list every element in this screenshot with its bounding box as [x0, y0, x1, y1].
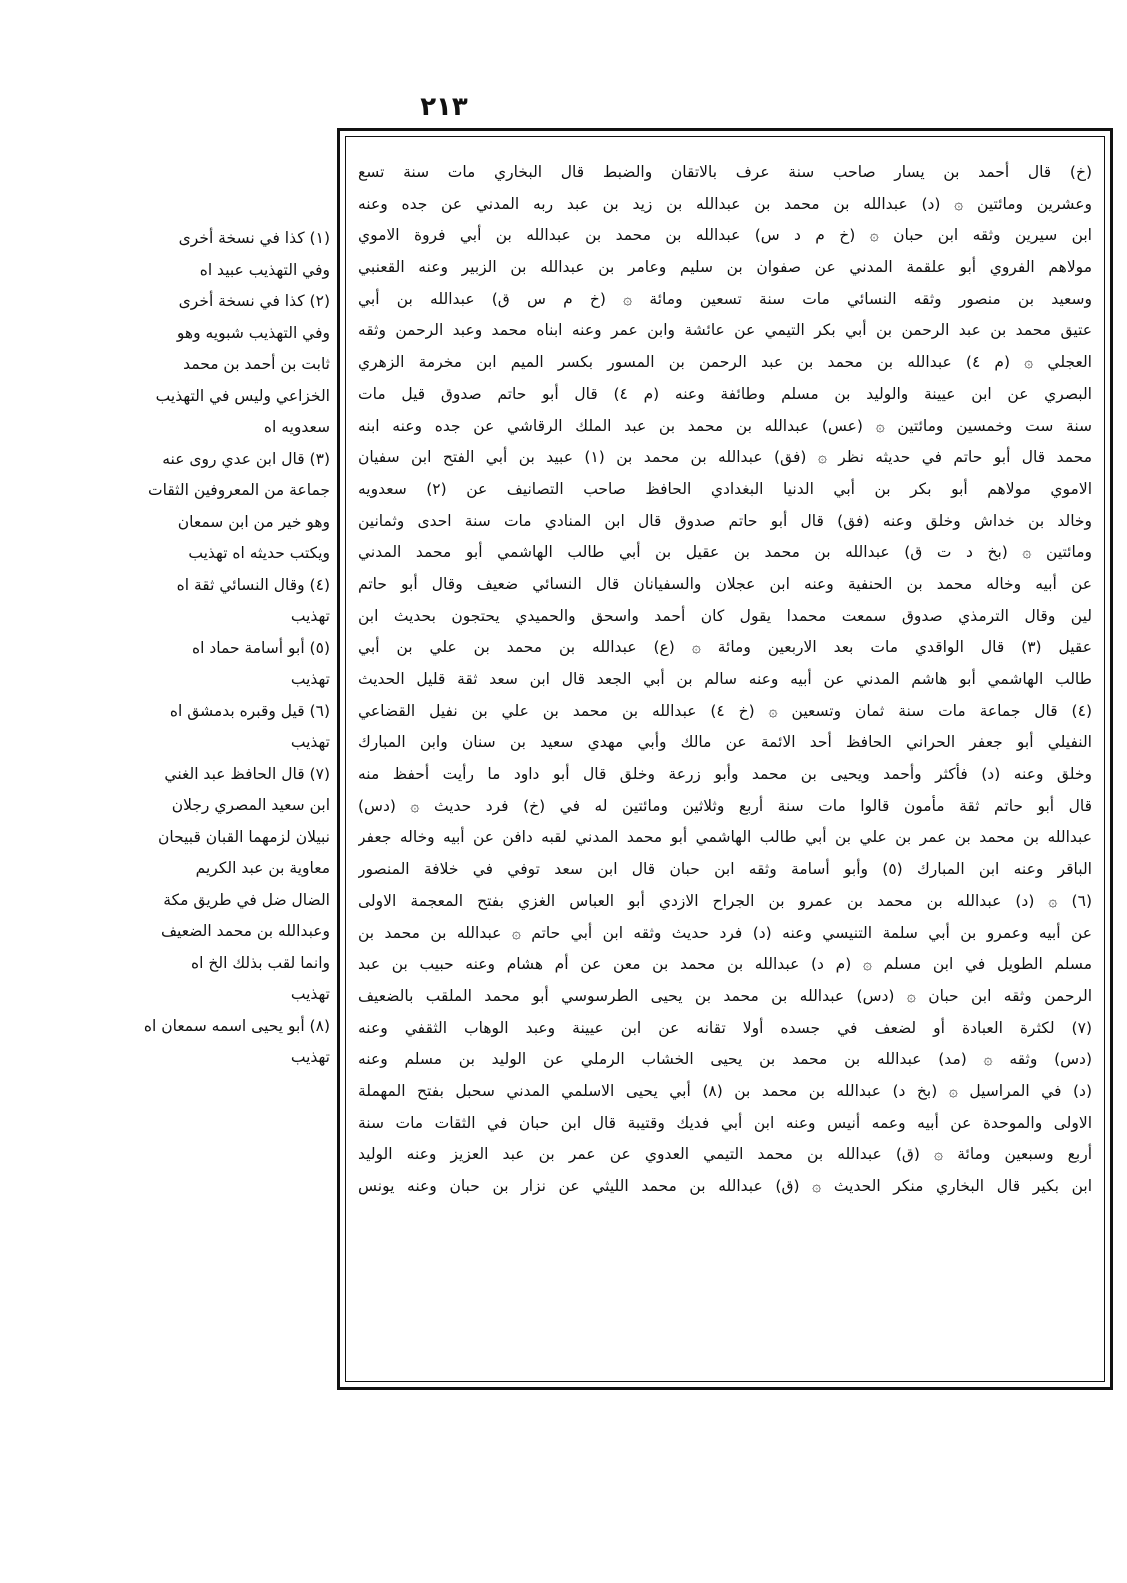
- footnote-line: (٣) قال ابن عدي روى عنه: [162, 449, 330, 468]
- footnote-line: جماعة من المعروفين الثقات: [148, 481, 330, 499]
- footnote-line: وفي التهذيب شبويه وهو: [176, 323, 330, 342]
- footnote-line: تهذيب: [290, 1048, 330, 1066]
- footnote-line: الضال ضل في طريق مكة: [163, 890, 330, 909]
- main-text-line: العجلي ۞ (م ٤) عبدالله بن محمد بن عبد الرحمن بن المسور بكسر الميم ابن مخرمة الزهري: [358, 353, 1092, 372]
- footnote-line: (٢) كذا في نسخة أخرى: [178, 292, 330, 310]
- main-text-line: ومائتين ۞ (بخ د ت ق) عبدالله بن محمد بن عقيل بن أبي طالب الهاشمي أبو محمد المدني: [358, 543, 1092, 562]
- main-text-frame: [337, 128, 1113, 1390]
- footnote-line: (١) كذا في نسخة أخرى: [178, 229, 330, 247]
- footnote-line: تهذيب: [290, 985, 330, 1003]
- footnote-line: تهذيب: [290, 733, 330, 751]
- page-number: ٢١٣: [420, 92, 468, 122]
- footnote-line: تهذيب: [290, 670, 330, 688]
- main-text-line: وسعيد بن منصور وثقه النسائي مات سنة تسعين ومائة ۞ (خ م س ق) عبدالله بن أبي: [358, 289, 1092, 308]
- main-text-line: الاولى والموحدة عن أبيه وعمه أنيس وعنه ابن أبي فديك وقتيبة قال ابن حبان في الثقات مات سنة: [358, 1113, 1092, 1132]
- main-text-line: محمد قال أبو حاتم في حديثه نظر ۞ (فق) عبدالله بن محمد بن (١) عبيد بن أبي الفتح ابن سفيان: [358, 448, 1092, 467]
- main-text-line: الباقر وعنه ابن المبارك (٥) وأبو أسامة وثقه ابن حبان قال ابن سعد توفي في خلافة المنصور: [358, 860, 1092, 879]
- footnote-line: (٥) أبو أسامة حماد اه: [192, 638, 330, 657]
- main-text-line: البصري عن ابن عيينة والوليد بن مسلم وطائفة وعنه (م ٤) قال أبو حاتم صدوق قيل مات: [358, 384, 1092, 403]
- main-text-line: (٤) قال جماعة مات سنة ثمان وتسعين ۞ (خ ٤) عبدالله بن محمد بن علي بن نفيل القضاعي: [358, 701, 1092, 720]
- main-text-line: عقيل (٣) قال الواقدي مات بعد الاربعين ومائة ۞ (ع) عبدالله بن محمد بن علي بن أبي: [358, 638, 1092, 657]
- main-text-line: عبدالله بن محمد بن عمر بن علي بن أبي طالب الهاشمي أبو محمد المدني لقبه دافن عن أبيه وخاله جعفر: [358, 828, 1092, 847]
- main-text-line: عتيق محمد بن عبد الرحمن بن أبي بكر التيمي عن عائشة وابن عمر وعنه ابناه محمد وعبد الرحمن وثقه: [358, 321, 1092, 340]
- footnote-line: (٤) وقال النسائي ثقة اه: [176, 575, 330, 594]
- footnote-line: ابن سعيد المصري رجلان: [171, 796, 330, 814]
- main-text-line: وخالد بن خداش وخلق وعنه (فق) قال أبو حاتم صدوق قال ابن المنادي مات سنة احدى وثمانين: [358, 511, 1092, 530]
- main-text-line: طالب الهاشمي أبو هاشم المدني عن أبيه وعنه سالم بن أبي الجعد قال ابن سعد ثقة قليل الحديث: [358, 670, 1092, 688]
- main-text-line: ابن سيرين وثقه ابن حبان ۞ (خ م د س) عبدالله بن محمد بن عبدالله بن أبي فروة الاموي: [358, 226, 1092, 245]
- footnote-line: وفي التهذيب عبيد اه: [199, 260, 330, 279]
- footnote-line: وانما لقب بذلك الخ اه: [191, 953, 330, 972]
- main-text-line: عن أبيه وخاله محمد بن الحنفية وعنه ابن عجلان والسفيانان قال النسائي ضعيف وقال أبو حاتم: [358, 574, 1092, 593]
- footnote-line: سعدويه اه: [263, 418, 330, 436]
- footnote-line: (٦) قيل وقبره بدمشق اه: [169, 701, 330, 720]
- footnote-line: معاوية بن عبد الكريم: [195, 859, 330, 877]
- main-text-line: ابن بكير قال البخاري منكر الحديث ۞ (ق) عبدالله بن محمد الليثي عن نزار بن حبان وعنه يونس: [358, 1177, 1092, 1195]
- main-text-line: وعشرين ومائتين ۞ (د) عبدالله بن محمد بن عبدالله بن زيد بن عبد ربه المدني عن جده وعنه: [358, 194, 1092, 213]
- main-text-body: [345, 136, 1105, 1382]
- footnote-line: (٧) قال الحافظ عبد الغني: [164, 764, 330, 783]
- footnote-line: ويكتب حديثه اه تهذيب: [188, 544, 330, 562]
- main-text-line: الاموي مولاهم أبو بكر بن أبي الدنيا البغدادي الحافظ صاحب التصانيف عن (٢) سعدويه: [358, 479, 1092, 498]
- main-text-line: مولاهم الفروي أبو علقمة المدني عن صفوان بن سليم وعامر بن عبدالله بن الزبير وعنه القعنبي: [358, 258, 1092, 277]
- main-text-line: لين وقال الترمذي صدوق سمعت محمدا يقول كان أحمد واسحق والحميدي يحتجون بحديث ابن: [358, 606, 1092, 625]
- main-text-line: (٦) ۞ (د) عبدالله بن محمد بن عمرو بن الجراح الازدي أبو العباس الغزي بفتح المعجمة الاولى: [358, 891, 1092, 910]
- main-text-line: (٧) لكثرة العبادة أو لضعف في جسده أولا تقانه عن ابن عيينة وعبد الوهاب الثقفي وعنه: [358, 1018, 1092, 1037]
- footnote-line: تهذيب: [290, 607, 330, 625]
- main-text-line: أربع وسبعين ومائة ۞ (ق) عبدالله بن محمد التيمي العدوي عن عمر بن عبد العزيز وعنه الوليد: [358, 1145, 1092, 1164]
- footnote-line: الخزاعي وليس في التهذيب: [155, 386, 330, 405]
- footnote-line: (٨) أبو يحيى اسمه سمعان اه: [143, 1016, 330, 1035]
- footnote-line: ثابت بن أحمد بن محمد: [183, 355, 330, 373]
- main-text-line: قال أبو حاتم ثقة مأمون قالوا مات سنة أربع وثلاثين ومائتين له في (خ) فرد حديث ۞ (دس): [358, 796, 1092, 815]
- main-text-line: عن أبيه وعمرو بن أبي سلمة التنيسي وعنه (د) فرد حديث وثقه ابن أبي حاتم ۞ عبدالله بن محمد بن: [358, 923, 1092, 942]
- main-text-line: وخلق وعنه (د) فأكثر وأحمد ويحيى بن محمد وأبو زرعة وخلق قال أبو داود ما رأيت أحفظ منه: [358, 765, 1092, 784]
- main-text-line: (خ) قال أحمد بن يسار صاحب سنة عرف بالاتقان والضبط قال البخاري مات سنة تسع: [358, 163, 1092, 181]
- main-text-line: النفيلي أبو جعفر الحراني الحافظ أحد الائمة عن مالك وأبي مهدي سعيد بن سنان وابن المبارك: [358, 733, 1092, 752]
- main-text-line: (د) في المراسيل ۞ (بخ د) عبدالله بن محمد بن (٨) أبي يحيى الاسلمي المدني سحبل بفتح المهملة: [358, 1081, 1092, 1100]
- main-text-line: (دس) وثقه ۞ (مد) عبدالله بن محمد بن يحيى الخشاب الرملي عن الوليد بن مسلم وعنه: [358, 1050, 1092, 1069]
- main-text-line: الرحمن وثقه ابن حبان ۞ (دس) عبدالله بن محمد بن يحيى الطرسوسي أبو محمد الملقب بالضعيف: [358, 986, 1092, 1005]
- footnotes-column: [130, 223, 330, 1074]
- footnote-line: وهو خير من ابن سمعان: [177, 512, 330, 531]
- footnote-line: نبيلان لزمهما القبان قبيحان: [157, 827, 330, 846]
- main-text-line: سنة ست وخمسين ومائتين ۞ (عس) عبدالله بن محمد بن عبد الملك الرقاشي عن جده وعنه ابنه: [358, 416, 1092, 435]
- main-text-line: مسلم الطويل في ابن مسلم ۞ (م د) عبدالله بن محمد بن معن عن أم هشام وعنه حبيب بن عبد: [358, 955, 1092, 974]
- footnote-line: وعبدالله بن محمد الضعيف: [161, 922, 330, 940]
